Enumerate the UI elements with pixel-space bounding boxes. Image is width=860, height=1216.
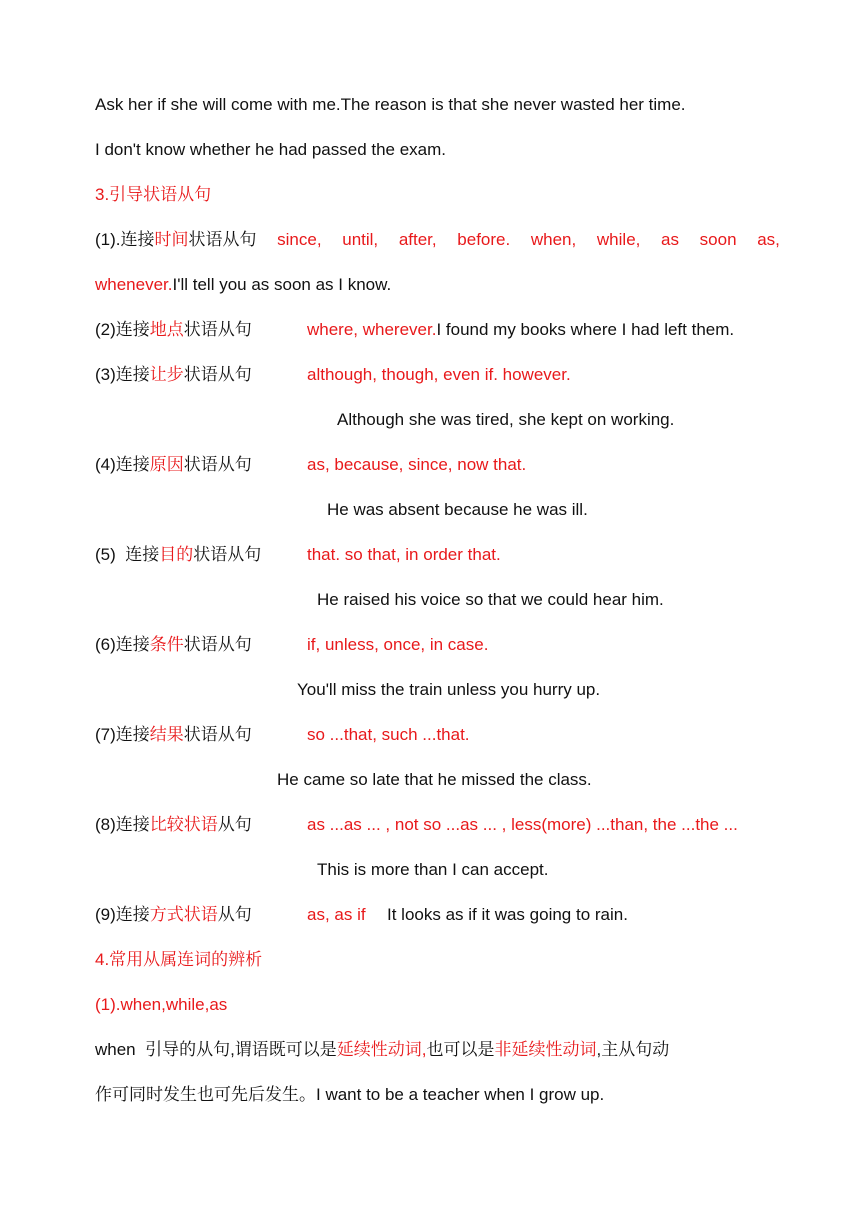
conjunction: since, (277, 230, 322, 249)
item-label: (1).连接时间状语从句 (95, 230, 257, 249)
item-label: (8)连接比较状语从句 (95, 815, 252, 834)
conjunctions: that. so that, in order that. (307, 545, 501, 564)
item-concession (95, 364, 571, 386)
conjunction: before. (457, 230, 511, 249)
conjunction: soon (699, 230, 737, 249)
item-label: (7)连接结果状语从句 (95, 725, 252, 744)
subsection-heading: (1).when,while,as (95, 995, 228, 1014)
example-sentence: Ask her if she will come with me.The reason is that she never wasted her time. (95, 95, 686, 114)
conjunction: whenever. (95, 275, 173, 294)
example-sentence: It looks as if it was going to rain. (387, 905, 628, 924)
conjunctions: if, unless, once, in case. (307, 635, 489, 654)
conjunctions: although, though, even if. however. (307, 365, 571, 384)
conjunctions: so ...that, such ...that. (307, 725, 470, 744)
item-time-continued (95, 274, 391, 296)
item-label: (3)连接让步状语从句 (95, 365, 252, 384)
conjunction: until, (342, 230, 379, 249)
item-manner (95, 904, 628, 926)
conjunctions: where, wherever. (307, 320, 437, 339)
item-place (95, 319, 734, 341)
item-time (95, 229, 780, 251)
item-comparison (95, 814, 738, 836)
item-label: (6)连接条件状语从句 (95, 635, 252, 654)
item-result (95, 724, 470, 746)
conjunctions: as ...as ... , not so ...as ... , less(more) ...than, the ...the ... (307, 815, 738, 834)
example-sentence: I found my books where I had left them. (436, 320, 735, 339)
item-label: (2)连接地点状语从句 (95, 320, 252, 339)
example-sentence: I don't know whether he had passed the exam. (95, 140, 447, 159)
paragraph-line: 作可同时发生也可先后发生。I want to be a teacher when I grow up. (95, 1085, 605, 1104)
paragraph-line: when 引导的从句,谓语既可以是延续性动词,也可以是非延续性动词,主从句动 (95, 1040, 670, 1059)
conjunctions: as, as if (307, 905, 366, 924)
example-sentence: Although she was tired, she kept on working. (337, 410, 675, 429)
conjunction: as, (757, 230, 780, 249)
example-sentence: I'll tell you as soon as I know. (172, 275, 392, 294)
conjunction: while, (596, 230, 641, 249)
conjunction: as (661, 230, 679, 249)
conjunction: when, (530, 230, 577, 249)
item-condition (95, 634, 488, 656)
example-sentence: He was absent because he was ill. (327, 500, 588, 519)
item-purpose (95, 544, 501, 566)
item-reason (95, 454, 526, 476)
section-heading: 3.引导状语从句 (95, 185, 212, 204)
section-heading: 4.常用从属连词的辨析 (95, 950, 263, 969)
item-label: (4)连接原因状语从句 (95, 455, 252, 474)
example-sentence: You'll miss the train unless you hurry up. (297, 680, 601, 699)
example-sentence: He raised his voice so that we could hear him. (317, 590, 664, 609)
conjunctions: as, because, since, now that. (307, 455, 527, 474)
item-label: (5) 连接目的状语从句 (95, 545, 262, 564)
conjunction: after, (398, 230, 437, 249)
item-label: (9)连接方式状语从句 (95, 905, 252, 924)
example-sentence: He came so late that he missed the class. (277, 770, 592, 789)
example-sentence: This is more than I can accept. (317, 860, 549, 879)
